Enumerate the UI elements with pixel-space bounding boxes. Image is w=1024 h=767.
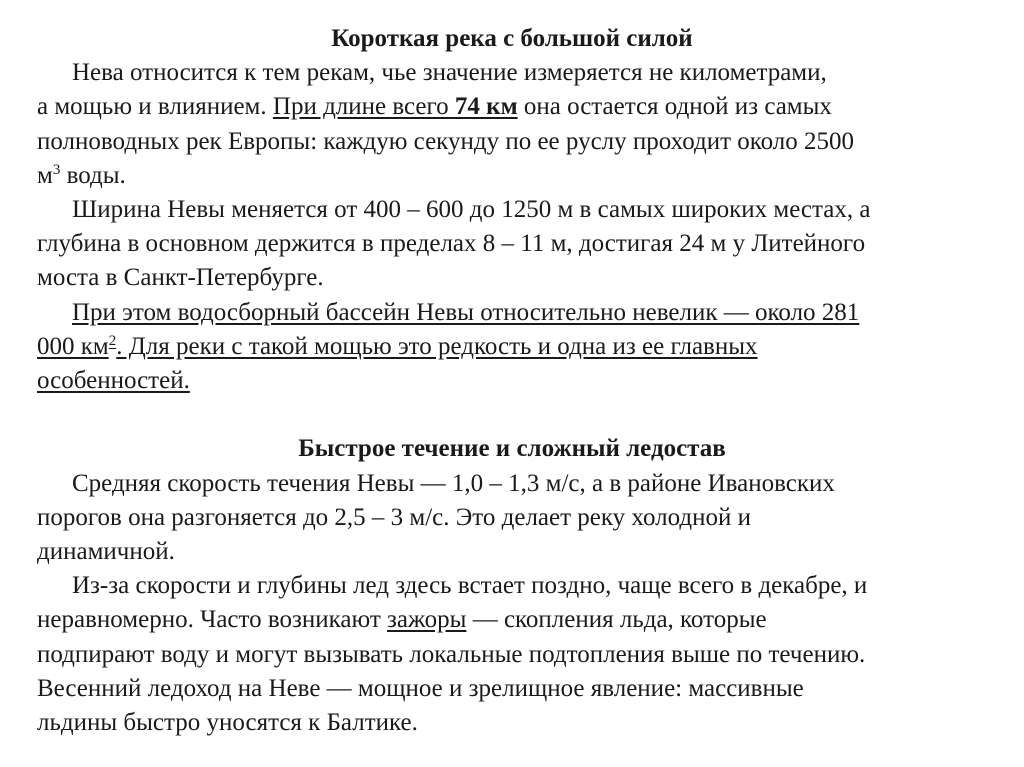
text-line [37,296,987,330]
superscript: 3 [52,161,61,178]
text-line: льдины быстро уносятся к Балтике. [37,709,418,737]
text-line: моста в Санкт-Петербурге. [37,264,324,292]
text-line: порогов она разгоняется до 2,5 – 3 м/с. Это делает реку холодной и [37,503,752,531]
text-line: Нева относится к тем рекам, чье значение измеряется не километрами, [72,59,827,87]
section-spacer [37,398,987,432]
text-line: 000 $км^2$. Для реки с такой мощью это редкость и одна из ее главных [37,332,758,360]
section-1-paragraph-1 [37,56,987,193]
section-2-paragraph-1 [37,467,987,570]
text-line: $м^3$ воды. [37,161,126,189]
text-line: особенностей. [37,367,190,395]
underlined-sentence: При этом водосборный бассейн Невы относительно невелик — около 281 [72,298,860,326]
section-2-title: Быстрое течение и сложный ледостав [298,435,726,463]
text-line: полноводных рек Европы: каждую секунду по ее руслу проходит около 2500 [37,127,855,155]
bold-length-value: 74 км [454,93,518,121]
text-line: динамичной. [37,538,175,565]
text-line: подпирают воду и могут вызывать локальные подтопления выше по течению. [37,640,866,668]
text-line: Средняя скорость течения Невы — 1,0 – 1,3 м/с, а в районе Ивановских [72,469,835,497]
section-1-paragraph-3 [37,296,987,399]
section-1-paragraph-2 [37,193,987,296]
document-page [37,22,987,740]
text-line: Из-за скорости и глубины лед здесь встает поздно, чаще всего в декабре, и [72,572,868,600]
text-line: Весенний ледоход на Неве — мощное и зрелищное явление: массивные [37,674,804,702]
section-1-title: Короткая река с большой силой [331,25,693,52]
text-line: Ширина Невы меняется от 400 – 600 до 1250 м в самых широких местах, а [72,196,871,223]
underlined-phrase: При длине всего [272,93,455,121]
text-line: а мощью и влиянием. При длине всего 74 км она остается одной из самых [37,93,832,121]
section-2-paragraph-2 [37,569,987,740]
superscript: 2 [108,332,117,349]
term-zazhory: зажоры [387,606,467,634]
text-line: неравномерно. Часто возникают зажоры — скопления льда, которые [37,606,767,634]
text-line: глубина в основном держится в пределах 8 – 11 м, достигая 24 м у Литейного [37,230,866,258]
